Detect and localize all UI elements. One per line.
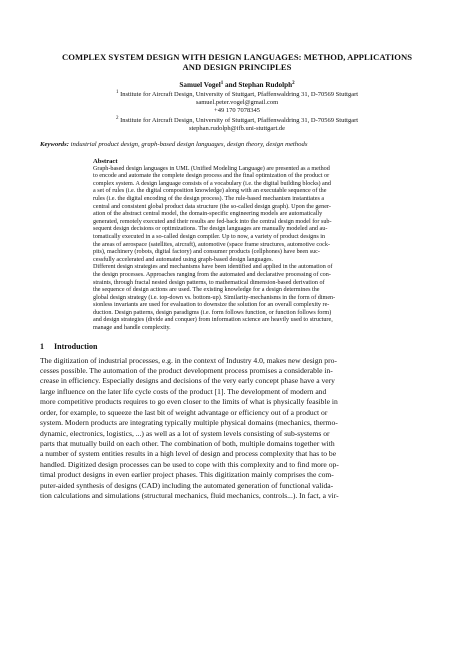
author-name: Stephan Rudolph xyxy=(238,81,293,89)
introduction-line: timal product designs in even earlier project phases. This digitization mainly comprises the com- xyxy=(40,470,334,480)
introduction-line: tion calculations and simulations (structural mechanics, fluid mechanics, controls...). In fact, a vir- xyxy=(40,490,339,500)
abstract-line: to encode and automate the complete design process and the final optimization of the product or xyxy=(93,173,330,180)
author-superscript: 1 xyxy=(220,81,224,86)
abstract-line: central and consistent global product data structure (the so-called design graph). Upon the gener- xyxy=(93,203,331,210)
affiliation-2 xyxy=(40,117,434,133)
affiliation-line xyxy=(40,117,434,125)
abstract-line: and design strategies (divide and conquer) from information science are heavily used to structure, xyxy=(93,317,333,324)
keywords xyxy=(40,141,434,150)
abstract-line: duction. Design patterns, design paradigms (i.e. form follows function, or function follows form) xyxy=(93,309,332,316)
affiliation-superscript: 1 xyxy=(115,90,119,95)
affiliation-institute: Institute for Aircraft Design, University of Stuttgart, Pfaffenwaldring 31, D-70569 Stuttgart xyxy=(118,91,359,98)
introduction-line: crease in efficiency. Especially designs and decisions of the very early concept phase have a very xyxy=(40,376,335,386)
affiliation-line xyxy=(40,91,434,99)
abstract-line: manage and handle complexity. xyxy=(93,325,171,332)
introduction-line: large influence on the later life cycle costs of the product [1]. The development of modern and xyxy=(40,386,327,396)
abstract-heading: Abstract xyxy=(93,157,118,165)
paper-title xyxy=(40,52,434,72)
abstract xyxy=(40,158,434,333)
abstract-line: sionless invariants are used for evaluation to downsize the solution for an overall complexity re- xyxy=(93,302,330,309)
author-conjunction: and xyxy=(223,81,239,89)
affiliation-1 xyxy=(40,91,434,116)
title-line: AND DESIGN PRINCIPLES xyxy=(182,62,292,72)
keywords-text: industrial product design, graph-based design languages, design theory, design methods xyxy=(68,141,308,149)
affiliation-email[interactable]: samuel.peter.vogel@gmail.com xyxy=(195,99,279,107)
introduction-line: a number of system entities results in a high level of design and process complexity that has to be xyxy=(40,449,337,459)
introduction-line: system. Modern products are integrating typically multiple physical domains (mechanics, thermo- xyxy=(40,418,338,428)
abstract-line: a set of rules (i.e. the digital composition knowledge) along with an executable sequence of the xyxy=(93,188,327,195)
section-title: Introduction xyxy=(54,341,98,351)
abstract-line: complex system. A design language consists of a vocabulary (i.e. the digital building blocks) and xyxy=(93,180,331,187)
introduction-line: puter-aided synthesis of designs (CAD) including the automated generation of functional valida- xyxy=(40,480,334,490)
abstract-line: the areas of aerospace (satellites, aircraft), automotive (space frame structures, automotive cock- xyxy=(93,241,330,248)
introduction-line: more competitive products requires to go even closer to the limits of what is physically feasible in xyxy=(40,397,338,407)
abstract-line: pits), machinery (robots, digital factory) and consumer products (cellphones) have been suc- xyxy=(93,249,320,256)
introduction-line: parts that mutually build on each other. The combination of both, multiple domains together with xyxy=(40,438,335,448)
introduction-line: order, for example, to squeeze the last bit of weight advantage or efficiency out of a product or xyxy=(40,407,328,417)
abstract-line: sequent design decisions or optimizations. The design languages are manually modeled and au- xyxy=(93,226,328,233)
affiliation-institute: Institute for Aircraft Design, University of Stuttgart, Pfaffenwaldring 31, D-70569 Stuttgart xyxy=(118,116,359,124)
affiliation-superscript: 2 xyxy=(115,115,119,121)
abstract-line: the design processes. Approaches ranging from the automated and declarative processing of con- xyxy=(93,271,331,278)
abstract-line: Different design strategies and mechanisms have been identified and applied in the automation of xyxy=(93,264,333,271)
abstract-line: straints, through fractal nested design patterns, to mathematical dimension-based derivation of xyxy=(93,279,325,286)
introduction-line: handled. Digitized design processes can be used to cope with this complexity and to find more op- xyxy=(40,459,339,469)
abstract-line: ation of the abstract central model, the domain-specific engineering models are automatically xyxy=(93,211,323,218)
introduction-line: dynamic, electronics, logistics, ...) as well as a lot of system levels consisting of sub-systems or xyxy=(40,428,330,438)
introduction-body xyxy=(40,356,434,502)
abstract-line: the sequence of design actions are used. The existing knowledge for a design determines the xyxy=(93,287,320,294)
introduction-line: The digitization of industrial processes, e.g. in the context of Industry 4.0, makes new design pro- xyxy=(40,355,337,365)
affiliation-email[interactable]: stephan.rudolph@ifb.uni-stuttgart.de xyxy=(188,124,286,132)
abstract-line: cessfully accelerated and automated using graph-based design languages. xyxy=(93,256,274,263)
section-number: 1 xyxy=(40,341,44,351)
abstract-line: generated, remotely executed and their results are fed-back into the central design model for sub- xyxy=(93,218,332,225)
keywords-label: Keywords: xyxy=(40,141,69,149)
affiliation-phone: +49 170 7078345 xyxy=(214,107,260,115)
abstract-line: rules (i.e. the digital encoding of the design process). The rule-based mechanism instantiates a xyxy=(93,195,325,202)
abstract-line: tomatically executed in a so-called design compiler. Up to now, a variety of product designs in xyxy=(93,233,326,240)
section-heading xyxy=(40,342,434,352)
author-superscript: 2 xyxy=(292,81,295,86)
abstract-body xyxy=(93,166,374,333)
introduction-line: cesses possible. The automation of the product development process promises a considerable in- xyxy=(40,366,333,376)
author-list xyxy=(40,81,434,90)
author-name: Samuel Vogel xyxy=(179,81,221,89)
title-line: COMPLEX SYSTEM DESIGN WITH DESIGN LANGUAGES: METHOD, APPLICATIONS xyxy=(61,52,413,62)
abstract-line: Graph-based design languages in UML (Unified Modeling Language) are presented as a method xyxy=(93,165,330,172)
abstract-line: global design strategy (i.e. top-down vs. bottom-up). Similarity-mechanisms in the form of dimen- xyxy=(93,294,336,301)
